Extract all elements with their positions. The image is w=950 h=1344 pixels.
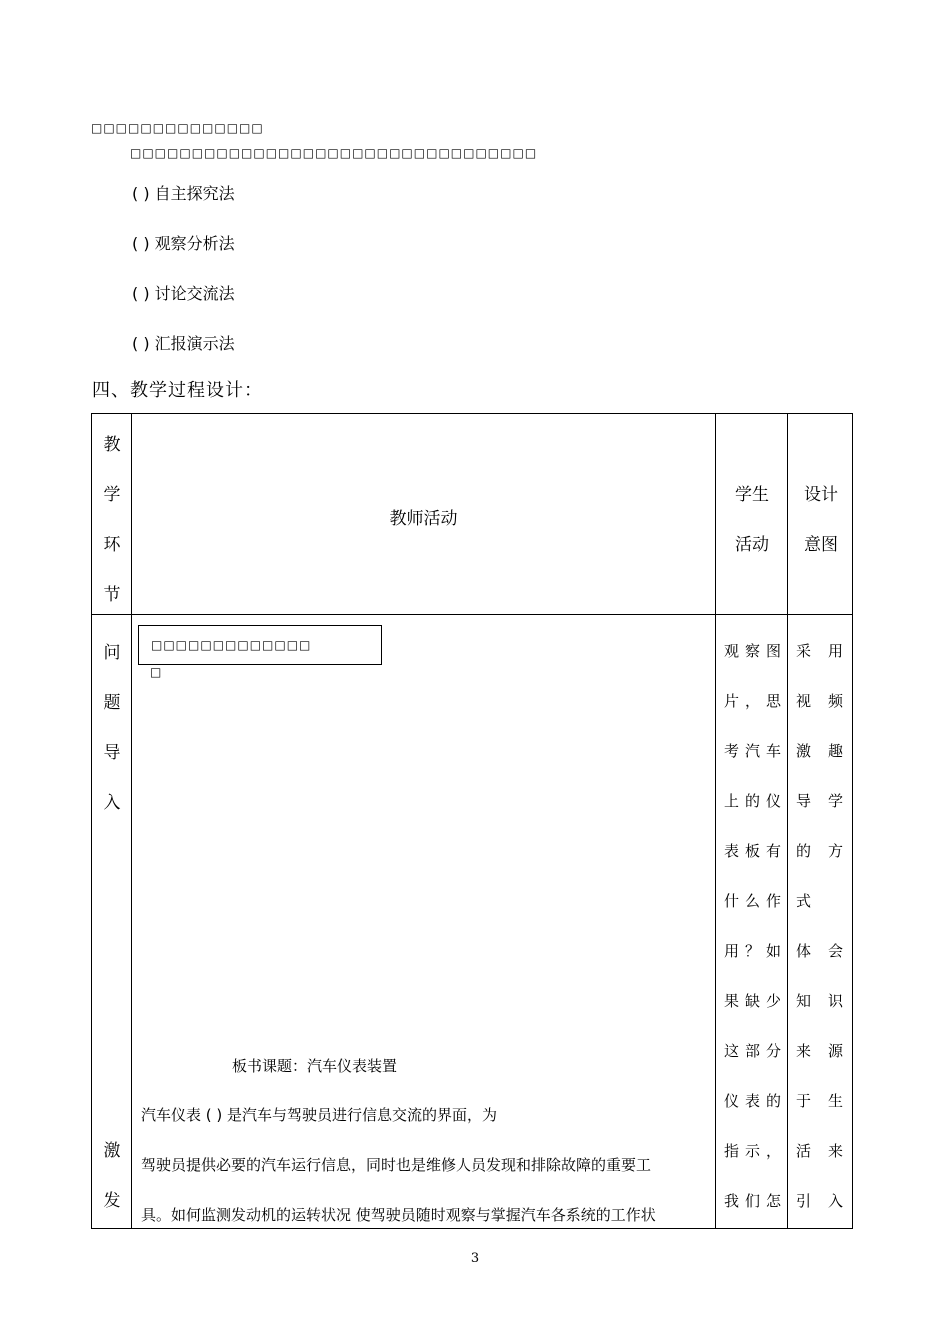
design-intent-char: 趣 (828, 742, 844, 760)
student-activity-line: 考汽车 (724, 742, 788, 760)
design-intent-char: 采 (796, 642, 812, 660)
design-intent-char: 源 (828, 1042, 844, 1060)
method-item-3: ( ) 讨论交流法 (132, 284, 235, 303)
student-activity-line: 用？如 (724, 942, 788, 960)
page-number: 3 (470, 1251, 480, 1266)
student-activity-line: 果缺少 (724, 992, 788, 1010)
student-activity-line: 什么作 (724, 892, 788, 910)
paragraph-line: 具。如何监测发动机的运转状况 使驾驶员随时观察与掌握汽车各系统的工作状 (141, 1206, 656, 1224)
header-stage-char: 学 (103, 485, 121, 505)
method-item-2: ( ) 观察分析法 (132, 234, 235, 253)
design-intent-char: 于 (796, 1092, 812, 1110)
note-box (138, 625, 382, 665)
design-intent-char: 来 (828, 1142, 844, 1160)
stage-char: 发 (103, 1191, 121, 1211)
student-activity-line: 表板有 (724, 842, 788, 860)
design-intent-char: 识 (828, 992, 844, 1010)
header-design-intent: 意图 (804, 535, 838, 555)
teaching-process-table (91, 413, 853, 1229)
stage-char: 导 (103, 743, 121, 763)
student-activity-line: 片，思 (724, 692, 788, 710)
note-box-text: □□□□□□□□□□□□□ (151, 638, 312, 652)
header-stage-char: 环 (103, 535, 121, 555)
paragraph-line: 汽车仪表 ( ) 是汽车与驾驶员进行信息交流的界面，为 (141, 1106, 498, 1124)
design-intent-char: 体 (796, 942, 812, 960)
header-teacher-activity: 教师活动 (389, 509, 458, 529)
table-divider (92, 614, 852, 615)
design-intent-char: 知 (796, 992, 812, 1010)
header-student-activity: 活动 (735, 535, 769, 555)
header-stage-char: 教 (103, 435, 121, 455)
design-intent-char: 用 (828, 642, 844, 660)
design-intent-char: 式 (796, 892, 812, 910)
design-intent-char: 生 (828, 1092, 844, 1110)
student-activity-line: 我们怎 (724, 1192, 788, 1210)
method-item-4: ( ) 汇报演示法 (132, 334, 235, 353)
student-activity-line: 指示， (724, 1142, 788, 1160)
student-activity-line: 观察图 (724, 642, 788, 660)
stage-char: 题 (103, 693, 121, 713)
design-intent-char: 频 (828, 692, 844, 710)
design-intent-char: 学 (828, 792, 844, 810)
design-intent-char: 活 (796, 1142, 812, 1160)
note-box-tail: □ (150, 665, 163, 679)
student-activity-line: 上的仪 (724, 792, 788, 810)
design-intent-char: 激 (796, 742, 812, 760)
design-intent-char: 会 (828, 942, 844, 960)
section-title: 四、教学过程设计： (92, 380, 263, 401)
intro-line-2: □□□□□□□□□□□□□□□□□□□□□□□□□□□□□□□□□ (130, 146, 538, 160)
intro-line-1: □□□□□□□□□□□□□□ (91, 121, 264, 135)
stage-char: 问 (103, 643, 121, 663)
design-intent-char: 来 (796, 1042, 812, 1060)
board-title: 板书课题：汽车仪表装置 (232, 1057, 398, 1075)
design-intent-char: 视 (796, 692, 812, 710)
design-intent-char: 引 (796, 1192, 812, 1210)
student-activity-line: 仪表的 (724, 1092, 788, 1110)
header-design-intent: 设计 (804, 485, 838, 505)
design-intent-char: 方 (828, 842, 844, 860)
stage-char: 入 (103, 793, 121, 813)
student-activity-line: 这部分 (724, 1042, 788, 1060)
method-item-1: ( ) 自主探究法 (132, 184, 235, 203)
paragraph-line: 驾驶员提供必要的汽车运行信息，同时也是维修人员发现和排除故障的重要工 (141, 1156, 652, 1174)
header-stage-char: 节 (103, 585, 121, 605)
design-intent-char: 入 (828, 1192, 844, 1210)
stage-char: 激 (103, 1141, 121, 1161)
design-intent-char: 导 (796, 792, 812, 810)
header-student-activity: 学生 (735, 485, 769, 505)
design-intent-char: 的 (796, 842, 812, 860)
